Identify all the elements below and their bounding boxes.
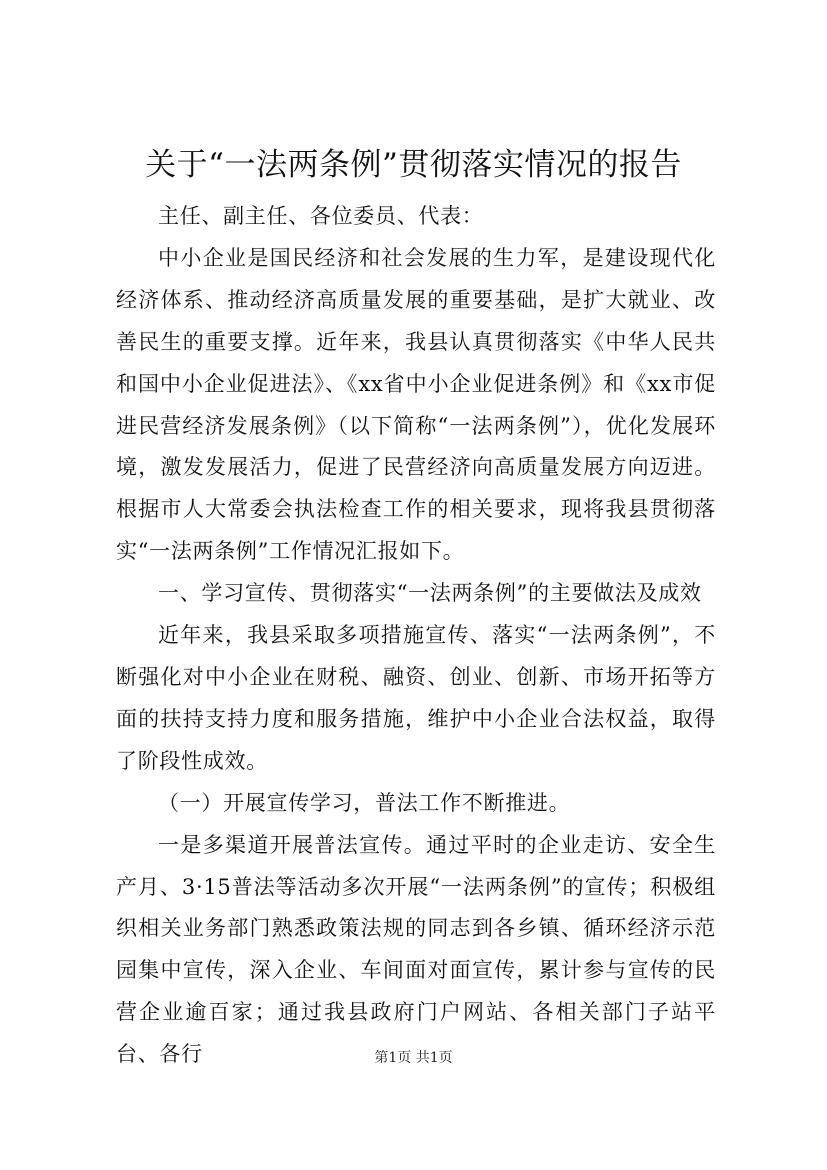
- subsection-heading-1: （一）开展宣传学习，普法工作不断推进。: [158, 790, 571, 815]
- salutation: 主任、副主任、各位委员、代表：: [158, 204, 484, 228]
- document-body: [116, 196, 716, 1076]
- paragraph-intro: 中小企业是国民经济和社会发展的生力军，是建设现代化经济体系、推动经济高质量发展的重要基础，是扩大就业、改善民生的重要支撑。近年来，我县认真贯彻落实《中华人民共和国中小企业促进法》、《xx省中小企业促进条例》和《xx市促进民营经济发展条例》（以下简称“一法两条例”），优化发展环境，激发发展活力，促进了民营经济向高质量发展方向迈进。根据市人大常委会执法检查工作的相关要求，现将我县贯彻落实“一法两条例”工作情况汇报如下。: [116, 245, 716, 564]
- section-heading-1: 一、学习宣传、贯彻落实“一法两条例”的主要做法及成效: [158, 581, 702, 606]
- document-title: 关于“一法两条例”贯彻落实情况的报告: [145, 147, 682, 183]
- page-footer: 第1页 共1页: [374, 1050, 453, 1066]
- paragraph-publicity: 一是多渠道开展普法宣传。通过平时的企业走访、安全生产月、3·15普法等活动多次开展“一法两条例”的宣传；积极组织相关业务部门熟悉政策法规的同志到各乡镇、循环经济示范园集中宣传，深入企业、车间面对面宣传，累计参与宣传的民营企业逾百家；通过我县政府门户网站、各相关部门子站平台、各行: [116, 832, 716, 1067]
- paragraph-overview: 近年来，我县采取多项措施宣传、落实“一法两条例”，不断强化对中小企业在财税、融资、创业、创新、市场开拓等方面的扶持支持力度和服务措施，维护中小企业合法权益，取得了阶段性成效。: [116, 623, 716, 773]
